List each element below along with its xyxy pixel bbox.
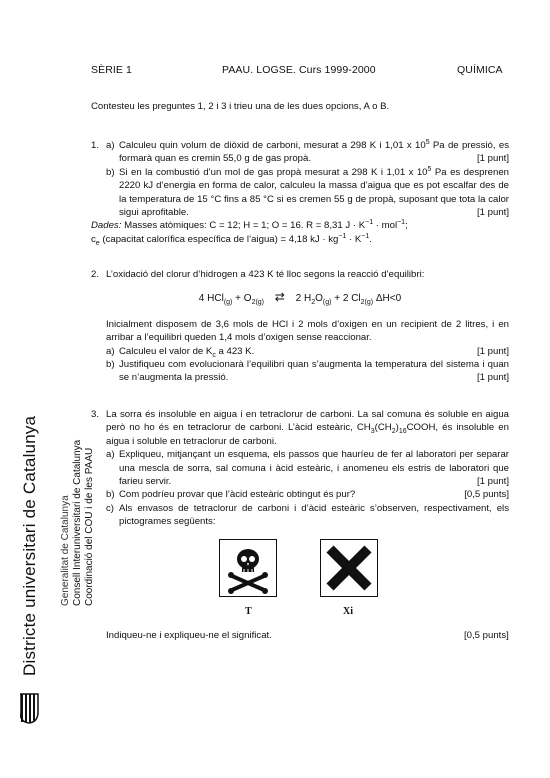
q2a-points: [1 punt] [476, 345, 509, 357]
q2b-label: b) [106, 359, 115, 371]
question-2 [91, 268, 509, 385]
q2-number: 2. [91, 269, 100, 280]
intro-instructions: Contesteu les preguntes 1, 2 i 3 i trieu una de les dues opcions, A o B. [91, 101, 390, 112]
pictogram-xi-caption: Xi [343, 606, 353, 617]
q2a-text: Calculeu el valor de $K_c$ a 423 K. [1 punt] [119, 345, 509, 359]
generalitat-logo [20, 692, 40, 724]
q2b-points: [1 punt] [476, 372, 509, 384]
q2a-label: a) [106, 345, 115, 357]
equilibrium-arrow-icon: ⇄ [274, 290, 285, 305]
q1b-points: [1 punt] [476, 207, 509, 219]
cross-x-icon [321, 540, 377, 596]
skull-crossbones-icon [220, 540, 276, 596]
org-generalitat: Generalitat de Catalunya [60, 495, 71, 606]
pictogram-t-caption: T [245, 606, 252, 617]
question-3 [91, 408, 509, 529]
q3b-text: Com podríeu provar que l’àcid esteàric obtingut és pur? [0,5 punts] [119, 489, 509, 501]
org-consell: Consell Interuniversitari de Catalunya [72, 439, 83, 606]
q1a-label: a) [106, 140, 115, 151]
q3c-text: Als envasos de tetraclorur de carboni i d’àcid esteàric s’observen, respectivament, els pictogrames següents: [119, 502, 509, 528]
irritant-pictogram [320, 539, 378, 597]
q2-paragraph: Inicialment disposem de 3,6 mols de HCl i 2 mols d’oxigen en un recipient de 2 litres, i en arribar a l’equilibri queden 1,4 mols d’oxigen sense reaccionar. [106, 318, 509, 344]
district-label: Districte universitari de Catalunya [20, 415, 39, 676]
header-subject: QUÍMICA [457, 64, 503, 76]
toxic-pictogram [219, 539, 277, 597]
q3b-label: b) [106, 489, 115, 501]
q3a-text: Expliqueu, mitjançant un esquema, els passos que hauríeu de fer al laboratori per separar una mescla de sorra, sal comuna i àcid esteàric, i anomeneu els estris de laboratori que farieu servir. [1 punt] [119, 449, 509, 488]
org-coordinacio: Coordinació del COU i de les PAAU [84, 447, 95, 606]
header-exam: PAAU. LOGSE. Curs 1999-2000 [222, 64, 376, 76]
q1a-points: [1 punt] [476, 153, 509, 165]
q3c-label: c) [106, 502, 114, 514]
q3-text: La sorra és insoluble en aigua i en tetraclorur de carboni. La sal comuna és soluble en aigua però no ho és en tetraclorur de carboni. L’àcid esteàric, $CH_3(CH_2)_{16}COOH$, és insoluble en aigua i soluble en tetraclorur de carboni. [106, 409, 509, 447]
q2-text: L’oxidació del clorur d’hidrogen a 423 K té lloc segons la reacció d’equilibri: [106, 269, 425, 280]
question-1 [91, 139, 509, 246]
q3-final-text: Indiqueu-ne i expliqueu-ne el significat. [106, 630, 272, 641]
header-series: SÈRIE 1 [91, 64, 132, 76]
q2b-text: Justifiqueu com evolucionarà l’equilibri quan s’augmenta la temperatura del sistema i quan se n’augmenta la pressió. [1 punt] [119, 359, 509, 384]
q1-ce: $c_e$ (capacitat calorífica específica de l’aigua) = 4,18 kJ · $kg^{-1} \cdot K^{-1}$. [91, 232, 372, 247]
q3a-label: a) [106, 449, 115, 461]
q1b-text: Si en la combustió d’un mol de gas propà mesurat a 298 K i 1,01 x $10^5$ Pa es desprenen 2220 kJ d’energia en forma de calor, calculeu la massa d’aigua que es pot escalfar des de la temperatura de 15 °C fins a 85 °C si es cremen 55 g de propà, suposant que tota la calor sigui aprofitable. [1 punt] [119, 165, 509, 219]
q3-final-points: [0,5 punts] [464, 630, 509, 641]
q1-number: 1. [91, 140, 100, 151]
q3a-points: [1 punt] [476, 476, 509, 488]
q3b-points: [0,5 punts] [464, 489, 509, 501]
q1a-text: Calculeu quin volum de diòxid de carboni, mesurat a 298 K i 1,01 x $10^5$ Pa de pressió, es formarà quan es cremin 55,0 g de gas propà. [1 punt] [119, 138, 509, 165]
q1b-label: b) [106, 166, 115, 178]
q2-equation: 4 $HCl_{(g)} + O_{2(g)}$ ⇄ 2 $H_2O_{(g)} + 2$ $Cl_{2(g)}$ ΔH<0 [198, 290, 402, 307]
q1-dades: Dades: Masses atòmiques: C = 12; H = 1; O = 16. R = 8,31 $J \cdot K^{-1} \cdot mol^{-1}$; [91, 219, 408, 232]
q3-number: 3. [91, 409, 100, 420]
